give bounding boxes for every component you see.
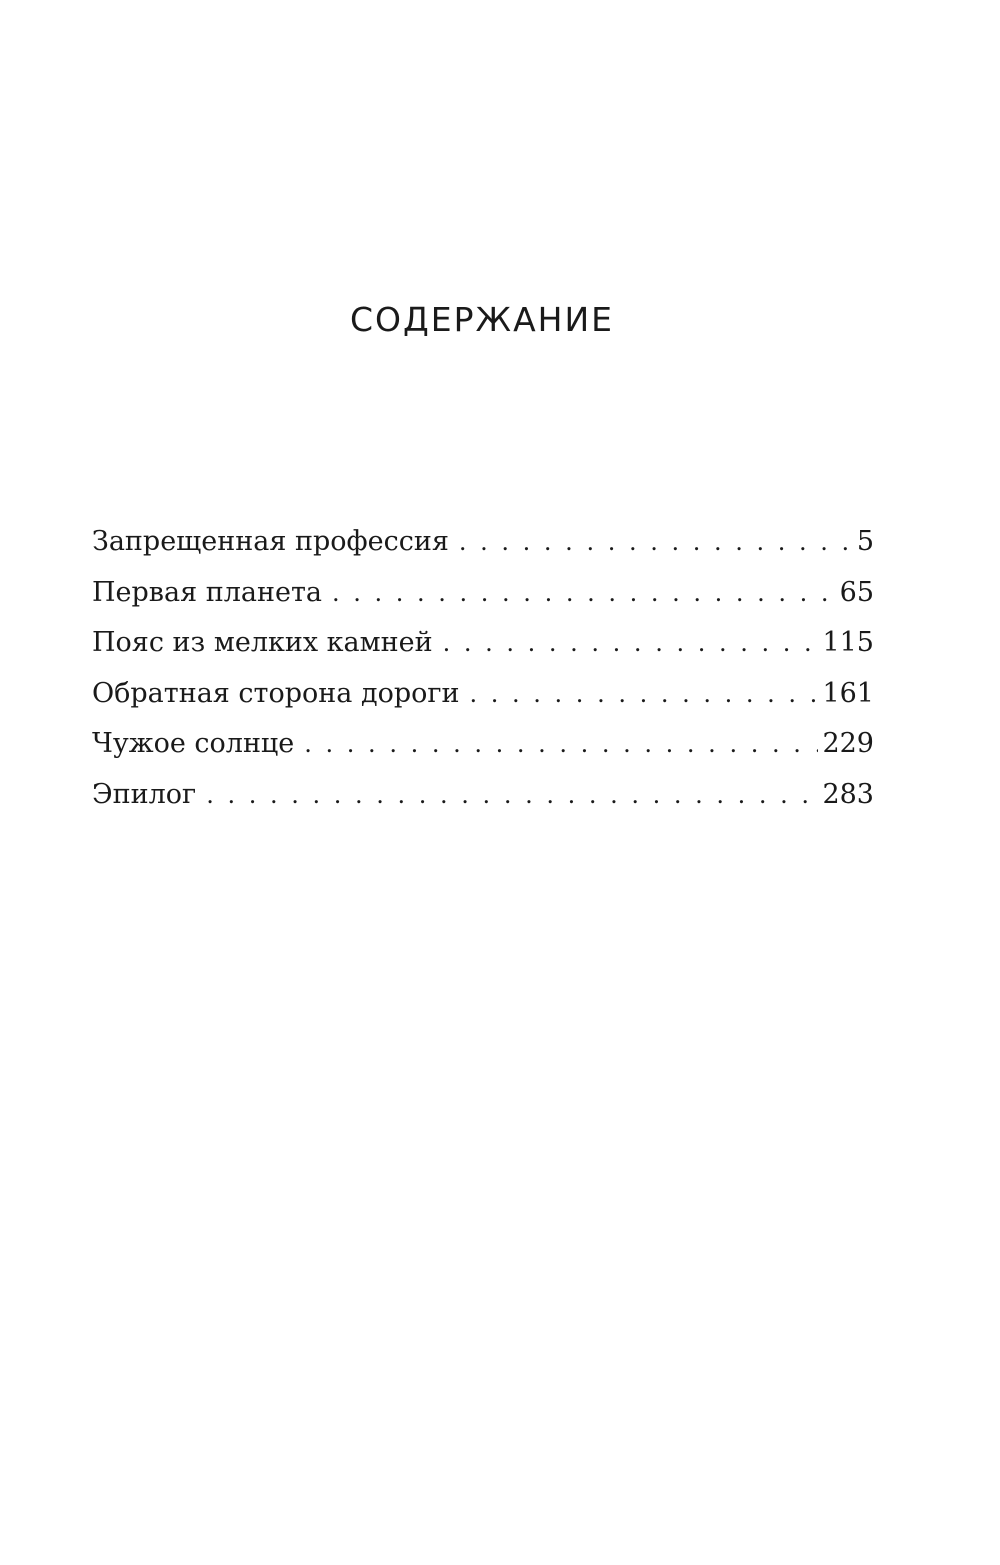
toc-dot-leader [459, 517, 853, 567]
toc-entry-title: Пояс из мелких камней [92, 627, 433, 658]
toc-entry-title: Чужое солнце [92, 728, 295, 759]
toc-page-number: 283 [822, 778, 874, 810]
toc-entry [92, 669, 874, 720]
toc-page-number: 65 [839, 576, 874, 608]
toc-dot-leader [443, 618, 819, 668]
toc-entry-title: Эпилог [92, 778, 197, 810]
toc-entry-title: Первая планета [92, 576, 322, 608]
toc-dot-leader [304, 719, 818, 769]
toc-page-number: 5 [856, 526, 874, 557]
page-title: СОДЕРЖАНИЕ [349, 300, 615, 339]
toc-dot-leader [470, 669, 819, 719]
toc-dot-leader [206, 770, 818, 820]
toc-page-number: 161 [822, 677, 874, 709]
toc-entry [92, 517, 874, 568]
toc-entry-title: Запрещенная профессия [92, 526, 449, 557]
toc-entry-title: Обратная сторона дороги [92, 677, 460, 709]
table-of-contents [92, 517, 874, 820]
toc-entry [92, 770, 874, 821]
toc-entry [92, 719, 874, 770]
toc-entry [92, 618, 874, 669]
toc-entry [92, 568, 874, 619]
toc-dot-leader [332, 568, 836, 618]
toc-page-number: 115 [822, 627, 874, 658]
toc-page-number: 229 [822, 728, 874, 759]
